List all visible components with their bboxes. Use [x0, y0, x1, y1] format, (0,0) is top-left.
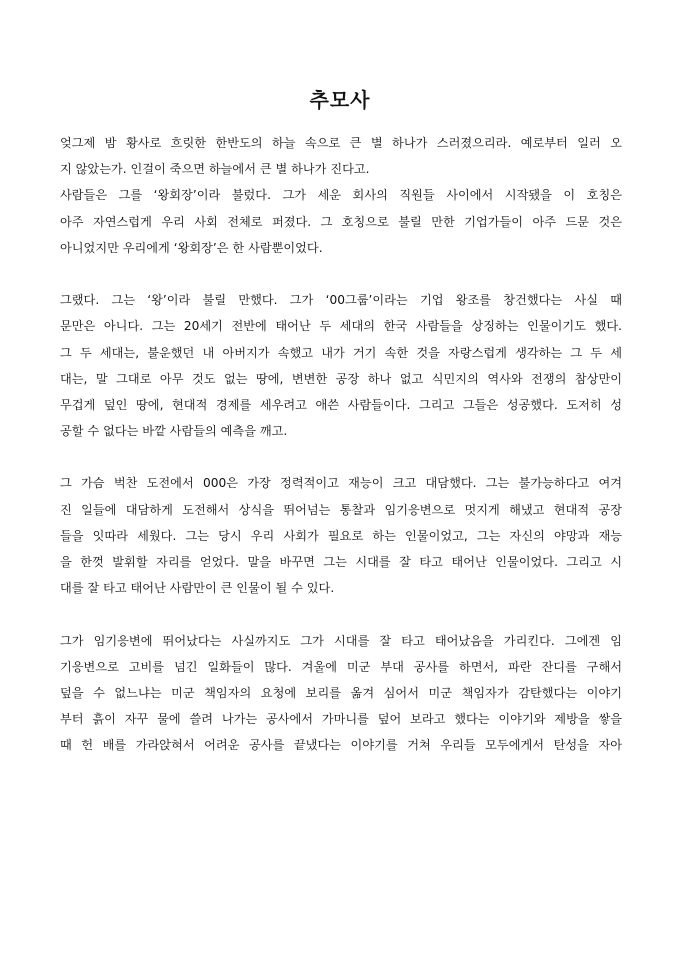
text-line: 을 한껏 발휘할 자리를 얻었다. 말을 바꾸면 그는 시대를 잘 타고 태어난 인물이었다. 그리고 시: [60, 555, 622, 569]
text-line: 때 헌 배를 가라앉혀서 어려운 공사를 끝냈다는 이야기를 거쳐 우리들 모두에게서 탄성을 자아: [60, 738, 622, 753]
text-line: 아니었지만 우리에게 ‘왕회장’은 한 사람뿐이었다.: [60, 240, 323, 255]
page-title: 추모사: [309, 88, 371, 112]
text-line: 그 가슴 벅찬 도전에서 000은 가장 정력적이고 재능이 크고 대담했다. 그는 불가능하다고 여겨: [60, 476, 622, 491]
text-line: 지 않았는가. 인걸이 죽으면 하늘에서 큰 별 하나가 진다고.: [60, 162, 370, 177]
paragraph: [60, 470, 622, 601]
text-line: 공할 수 없다는 바깥 사람들의 예측을 깨고.: [60, 424, 288, 439]
paragraph: [60, 628, 622, 759]
text-line: 대를 잘 타고 태어난 사람만이 큰 인물이 될 수 있다.: [60, 581, 335, 596]
text-line: 사람들은 그를 ‘왕회장’이라 불렀다. 그가 세운 회사의 직원들 사이에서 시작됐을 이 호칭은: [60, 188, 622, 203]
paragraph: [60, 182, 622, 261]
text-line: 그랬다. 그는 ‘왕’이라 불릴 만했다. 그가 ‘00그룹’이라는 기업 왕조를 창건했다는 사실 때: [60, 293, 622, 308]
text-line: 진 일들에 대담하게 도전해서 상식을 뛰어넘는 통찰과 임기응변으로 멋지게 해냈고 현대적 공장: [60, 502, 622, 517]
paragraph-spacer: [60, 261, 622, 287]
text-line: 기응변으로 고비를 넘긴 일화들이 많다. 겨울에 미군 부대 공사를 하면서, 파란 잔디를 구해서: [60, 659, 622, 674]
text-line: 대는, 말 그대로 아무 것도 없는 땅에, 변변한 공장 하나 없고 식민지의 역사와 전쟁의 참상만이: [60, 371, 622, 386]
text-line: 들을 잇따라 세웠다. 그는 당시 우리 사회가 필요로 하는 인물이었고, 그는 자신의 야망과 재능: [60, 528, 622, 543]
text-line: 아주 자연스럽게 우리 사회 전체로 퍼졌다. 그 호칭으로 불릴 만한 기업가들이 아주 드문 것은: [60, 214, 622, 229]
document-body: [60, 130, 622, 759]
paragraph-spacer: [60, 601, 622, 627]
text-line: 덮을 수 없느냐는 미군 책임자의 요청에 보리를 옮겨 심어서 미군 책임자가 감탄했다는 이야기: [60, 685, 622, 700]
paragraph: [60, 287, 622, 444]
text-line: 엊그제 밤 황사로 흐릿한 한반도의 하늘 속으로 큰 별 하나가 스러졌으리라. 예로부터 일러 오: [60, 136, 622, 150]
text-line: 그 두 세대는, 불운했던 내 아버지가 속했고 내가 거기 속한 것을 자랑스럽게 생각하는 그 두 세: [60, 345, 622, 360]
text-line: 문만은 아니다. 그는 20세기 전반에 태어난 두 세대의 한국 사람들을 상징하는 인물이기도 했다.: [60, 319, 622, 334]
text-line: 무겁게 덮인 땅에, 현대적 경제를 세우려고 애쓴 사람들이다. 그리고 그들은 성공했다. 도저히 성: [60, 397, 622, 412]
text-line: 그가 임기응변에 뛰어났다는 사실까지도 그가 시대를 잘 타고 태어났음을 가리킨다. 그에겐 임: [60, 633, 622, 648]
paragraph-spacer: [60, 444, 622, 470]
text-line: 부터 흙이 자꾸 물에 쓸려 나가는 공사에서 가마니를 덮어 보라고 했다는 이야기와 제방을 쌓을: [60, 712, 622, 727]
paragraph: [60, 130, 622, 182]
